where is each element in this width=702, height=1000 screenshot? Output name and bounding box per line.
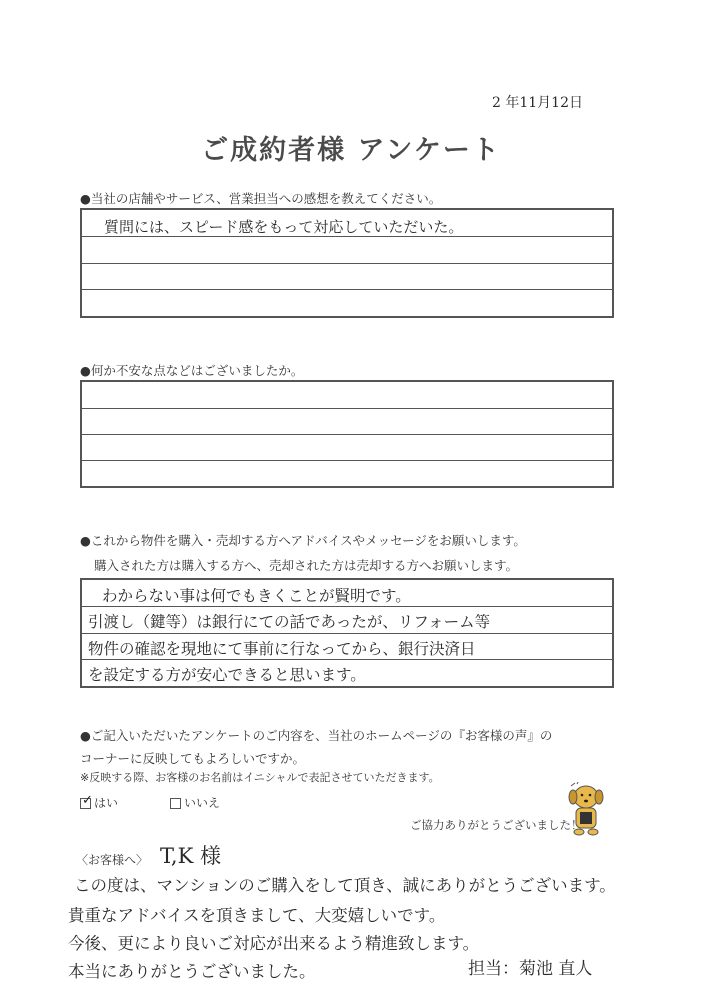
initials-note: ※反映する際、お客様のお名前はイニシャルで表記させていただきます。 <box>80 771 440 784</box>
yes-checkbox[interactable] <box>80 793 93 809</box>
answer-box-2 <box>80 380 614 488</box>
consent-question-line2: コーナーに反映してもよろしいですか。 <box>80 751 306 766</box>
answer-3-line: 物件の確認を現地にて事前に行なってから、銀行決済日 <box>88 640 476 658</box>
customer-name: T,K 様 <box>160 844 221 868</box>
consent-no-option[interactable] <box>170 794 220 811</box>
message-line: 本当にありがとうございました。 <box>68 962 316 981</box>
answer-3-line: わからない事は何でもきくことが賢明です。 <box>102 587 411 605</box>
staff-signature: 担当：菊池 直人 <box>468 959 593 979</box>
thank-you-message: ご協力ありがとうございました！ <box>410 818 583 832</box>
answer-box-3 <box>80 578 614 688</box>
question-3: ●これから物件を購入・売却する方へアドバイスやメッセージをお願いします。 <box>80 533 526 548</box>
message-line: 今後、更により良いご対応が出来るよう精進致します。 <box>68 934 480 953</box>
question-3-subtext: 購入された方は購入する方へ、売却された方は売却する方へお願いします。 <box>94 558 519 573</box>
message-line: 貴重なアドバイスを頂きまして、大変嬉しいです。 <box>68 906 446 925</box>
yes-label: はい <box>94 796 119 810</box>
survey-date: 2 年11月12日 <box>492 95 583 111</box>
consent-question: ●ご記入いただいたアンケートのご内容を、当社のホームページの『お客様の声』の <box>80 728 553 743</box>
no-checkbox[interactable] <box>170 798 181 809</box>
answer-1-line: 質問には、スピード感をもって対応していただいた。 <box>104 218 464 236</box>
message-line: この度は、マンションのご購入をして頂き、誠にありがとうございます。 <box>74 876 616 895</box>
page-title: ご成約者様 アンケート <box>201 135 501 166</box>
answer-3-line: 引渡し（鍵等）は銀行にての話であったが、リフォーム等 <box>88 613 491 631</box>
check-mark-icon: ✓ <box>82 793 93 808</box>
customer-section-label: 〈お客様へ〉 <box>76 853 149 867</box>
answer-box-1 <box>80 208 614 318</box>
question-1: ●当社の店舗やサービス、営業担当への感想を教えてください。 <box>80 191 442 206</box>
answer-3-line: を設定する方が安心できると思います。 <box>88 666 366 684</box>
no-label: いいえ <box>184 796 221 810</box>
consent-yes-option[interactable] <box>80 794 118 811</box>
question-2: ●何か不安な点などはございましたか。 <box>80 363 304 378</box>
